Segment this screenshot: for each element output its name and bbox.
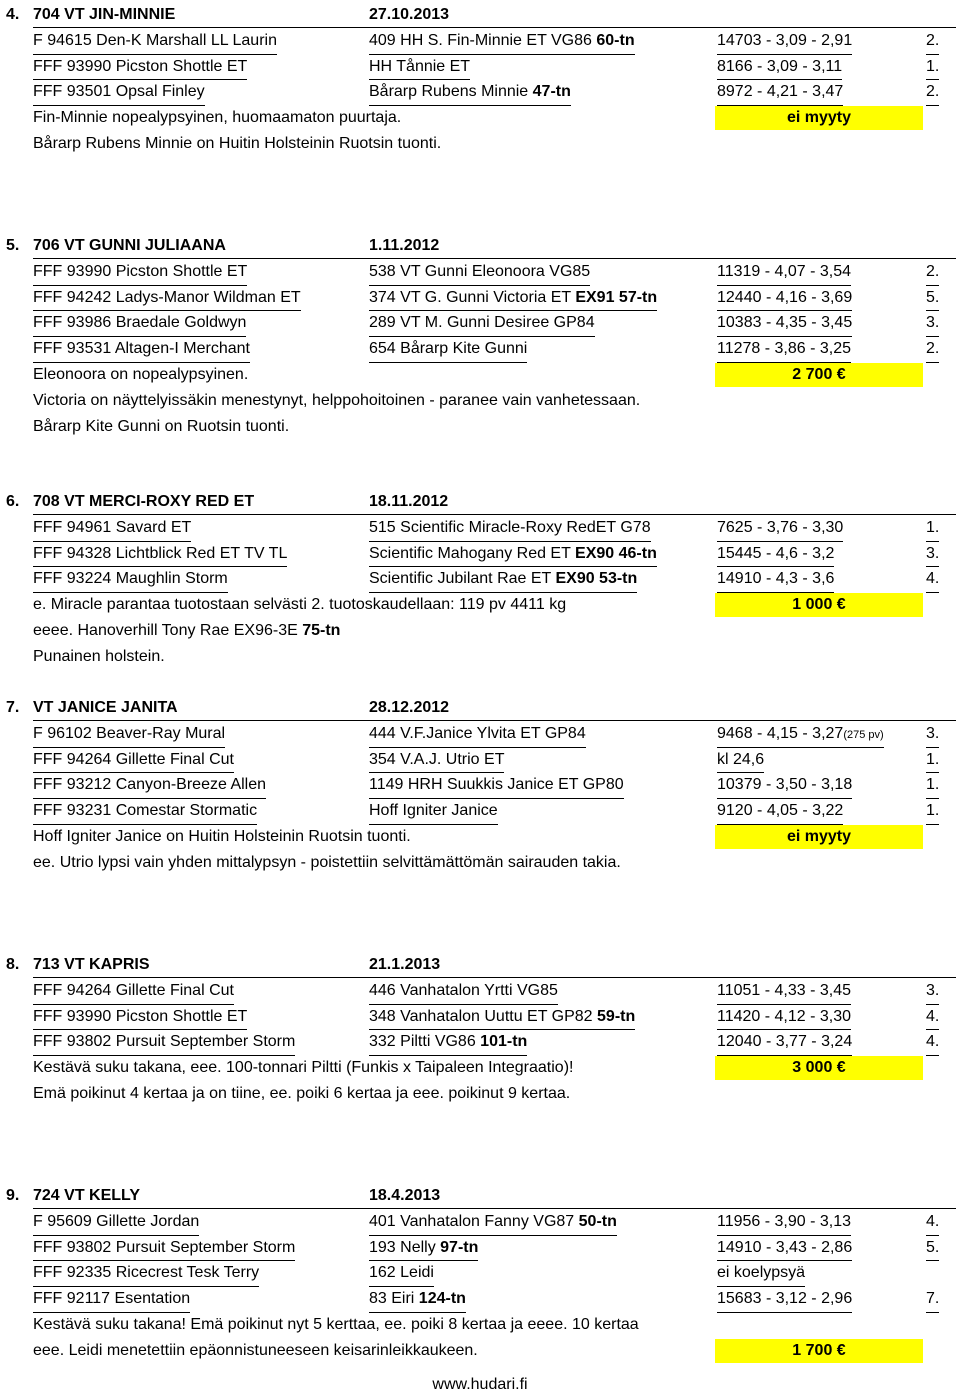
pedigree-row xyxy=(0,1286,960,1312)
production: 14703 - 3,09 - 2,91 xyxy=(717,28,852,55)
price-tag: 1 700 € xyxy=(715,1339,923,1363)
lactation: 3. xyxy=(926,541,939,568)
lot-5 xyxy=(0,233,960,439)
production: 11051 - 4,33 - 3,45 xyxy=(717,978,851,1005)
sire: FFF 93212 Canyon-Breeze Allen xyxy=(33,772,266,799)
lot-number: 9. xyxy=(6,1187,20,1204)
pedigree-row xyxy=(0,1209,960,1235)
lot-header xyxy=(0,2,960,28)
note: Emä poikinut 4 kertaa ja on tiine, ee. poiki 6 kertaa ja eee. poikinut 9 kertaa. xyxy=(33,1084,571,1102)
lot-9 xyxy=(0,1183,960,1364)
sire: FFF 92117 Esentation xyxy=(33,1286,190,1313)
note: Hoff Igniter Janice on Huitin Holsteinin Ruotsin tuonti. xyxy=(33,827,411,845)
lactation: 5. xyxy=(926,1235,939,1262)
production: 11319 - 4,07 - 3,54 xyxy=(717,259,851,286)
note: Bårarp Rubens Minnie on Huitin Holsteinin Ruotsin tuonti. xyxy=(33,134,442,152)
production: 7625 - 3,76 - 3,30 xyxy=(717,515,843,542)
production: 9468 - 4,15 - 3,27(275 pv) xyxy=(717,721,884,748)
lactation: 2. xyxy=(926,79,939,106)
lactation: 4. xyxy=(926,1209,939,1236)
production: 11956 - 3,90 - 3,13 xyxy=(717,1209,851,1236)
lactation: 4. xyxy=(926,566,939,593)
note: Victoria on näyttelyissäkin menestynyt, helppohoitoinen - paranee vain vanhetessaan. xyxy=(33,391,641,409)
pedigree-row xyxy=(0,1004,960,1030)
dam: 332 Piltti VG86 101-tn xyxy=(369,1029,527,1056)
lot-number: 8. xyxy=(6,956,20,973)
lot-name: 706 VT GUNNI JULIAANA xyxy=(33,237,226,254)
dam: 409 HH S. Fin-Minnie ET VG86 60-tn xyxy=(369,28,635,55)
lot-date: 18.4.2013 xyxy=(369,1187,441,1204)
dam: Hoff Igniter Janice xyxy=(369,798,498,825)
dam: 515 Scientific Miracle-Roxy RedET G78 xyxy=(369,515,651,542)
dam: 374 VT G. Gunni Victoria ET EX91 57-tn xyxy=(369,285,657,312)
sire: FFF 93986 Braedale Goldwyn xyxy=(33,310,246,337)
production: 12040 - 3,77 - 3,24 xyxy=(717,1029,852,1056)
price-tag: 1 000 € xyxy=(715,593,923,617)
sire: FFF 93990 Picston Shottle ET xyxy=(33,54,247,81)
pedigree-row xyxy=(0,79,960,105)
lot-number: 5. xyxy=(6,237,20,254)
dam: 83 Eiri 124-tn xyxy=(369,1286,466,1313)
lactation: 2. xyxy=(926,336,939,363)
note-row xyxy=(0,1055,960,1081)
sire: FFF 93224 Maughlin Storm xyxy=(33,566,228,593)
production: 11420 - 4,12 - 3,30 xyxy=(717,1004,851,1031)
lot-4 xyxy=(0,2,960,157)
dam: 348 Vanhatalon Uuttu ET GP82 59-tn xyxy=(369,1004,635,1031)
lot-date: 28.12.2012 xyxy=(369,699,450,716)
note-row xyxy=(0,644,960,670)
production: 12440 - 4,16 - 3,69 xyxy=(717,285,852,312)
dam: Scientific Jubilant Rae ET EX90 53-tn xyxy=(369,566,637,593)
production: 15683 - 3,12 - 2,96 xyxy=(717,1286,852,1313)
sire: F 96102 Beaver-Ray Mural xyxy=(33,721,225,748)
lactation: 3. xyxy=(926,310,939,337)
dam: 444 V.F.Janice Ylvita ET GP84 xyxy=(369,721,586,748)
note-row xyxy=(0,850,960,876)
lot-name: 713 VT KAPRIS xyxy=(33,956,150,973)
production: 10379 - 3,50 - 3,18 xyxy=(717,772,852,799)
sire: F 94615 Den-K Marshall LL Laurin xyxy=(33,28,277,55)
pedigree-row xyxy=(0,1029,960,1055)
sire: FFF 94264 Gillette Final Cut xyxy=(33,978,234,1005)
dam: Scientific Mahogany Red ET EX90 46-tn xyxy=(369,541,657,568)
note: eeee. Hanoverhill Tony Rae EX96-3E 75-tn xyxy=(33,621,341,639)
pedigree-row xyxy=(0,541,960,567)
note-row xyxy=(0,1312,960,1338)
lot-header xyxy=(0,695,960,721)
sire: FFF 93990 Picston Shottle ET xyxy=(33,259,247,286)
lot-name: 704 VT JIN-MINNIE xyxy=(33,6,176,23)
lot-date: 18.11.2012 xyxy=(369,493,449,510)
lot-8 xyxy=(0,952,960,1107)
pedigree-row xyxy=(0,515,960,541)
dam: 401 Vanhatalon Fanny VG87 50-tn xyxy=(369,1209,617,1236)
note: ee. Utrio lypsi vain yhden mittalypsyn - poistettiin selvittämättömän sairauden takia. xyxy=(33,853,621,871)
dam: Bårarp Rubens Minnie 47-tn xyxy=(369,79,571,106)
note-row xyxy=(0,592,960,618)
lactation: 1. xyxy=(926,54,939,81)
production: 8972 - 4,21 - 3,47 xyxy=(717,79,843,106)
lactation: 3. xyxy=(926,978,939,1005)
sire: FFF 93990 Picston Shottle ET xyxy=(33,1004,247,1031)
dam: 354 V.A.J. Utrio ET xyxy=(369,747,504,774)
lot-number: 4. xyxy=(6,6,20,23)
lactation: 7. xyxy=(926,1286,939,1313)
lot-header xyxy=(0,952,960,978)
pedigree-row xyxy=(0,1235,960,1261)
dam: 1149 HRH Suukkis Janice ET GP80 xyxy=(369,772,624,799)
lot-name: VT JANICE JANITA xyxy=(33,699,178,716)
lactation: 1. xyxy=(926,515,939,542)
dam: 193 Nelly 97-tn xyxy=(369,1235,478,1262)
price-tag: 2 700 € xyxy=(715,363,923,387)
lot-name: 708 VT MERCI-ROXY RED ET xyxy=(33,493,255,510)
lactation: 3. xyxy=(926,721,939,748)
sire: FFF 93501 Opsal Finley xyxy=(33,79,205,106)
production: 8166 - 3,09 - 3,11 xyxy=(717,54,842,81)
lactation: 2. xyxy=(926,28,939,55)
production: kl 24,6 xyxy=(717,747,764,774)
sire: FFF 92335 Ricecrest Tesk Terry xyxy=(33,1260,259,1287)
lot-header xyxy=(0,489,960,515)
pedigree-row xyxy=(0,978,960,1004)
pedigree-row xyxy=(0,566,960,592)
note: Punainen holstein. xyxy=(33,647,165,665)
production: 14910 - 3,43 - 2,86 xyxy=(717,1235,852,1262)
pedigree-row xyxy=(0,336,960,362)
pedigree-row xyxy=(0,1260,960,1286)
note-row xyxy=(0,414,960,440)
dam: 162 Leidi xyxy=(369,1260,434,1287)
lactation: 2. xyxy=(926,259,939,286)
note-row xyxy=(0,1081,960,1107)
sire: FFF 93531 Altagen-I Merchant xyxy=(33,336,250,363)
production: ei koelypsyä xyxy=(717,1260,805,1287)
lactation: 4. xyxy=(926,1029,939,1056)
pedigree-row xyxy=(0,310,960,336)
dam: 446 Vanhatalon Yrtti VG85 xyxy=(369,978,558,1005)
sire: FFF 94961 Savard ET xyxy=(33,515,191,542)
pedigree-row xyxy=(0,772,960,798)
sire: FFF 93231 Comestar Stormatic xyxy=(33,798,257,825)
pedigree-row xyxy=(0,285,960,311)
sire: FFF 94328 Lichtblick Red ET TV TL xyxy=(33,541,287,568)
note-row xyxy=(0,105,960,131)
note-row xyxy=(0,362,960,388)
note: e. Miracle parantaa tuotostaan selvästi 2. tuotoskaudellaan: 119 pv 4411 kg xyxy=(33,596,567,614)
production: 11278 - 3,86 - 3,25 xyxy=(717,336,851,363)
lot-date: 21.1.2013 xyxy=(369,956,441,973)
dam: 538 VT Gunni Eleonoora VG85 xyxy=(369,259,590,286)
note: Eleonoora on nopealypsyinen. xyxy=(33,365,249,383)
dam: HH Tånnie ET xyxy=(369,54,470,81)
production: 10383 - 4,35 - 3,45 xyxy=(717,310,852,337)
lot-name: 724 VT KELLY xyxy=(33,1187,141,1204)
production: 14910 - 4,3 - 3,6 xyxy=(717,566,834,593)
pedigree-row xyxy=(0,721,960,747)
pedigree-row xyxy=(0,259,960,285)
lactation: 5. xyxy=(926,285,939,312)
sire: FFF 94242 Ladys-Manor Wildman ET xyxy=(33,285,301,312)
lot-7 xyxy=(0,695,960,876)
pedigree-row xyxy=(0,28,960,54)
lot-6 xyxy=(0,489,960,670)
note: Bårarp Kite Gunni on Ruotsin tuonti. xyxy=(33,417,290,435)
note: Kestävä suku takana, eee. 100-tonnari Piltti (Funkis x Taipaleen Integraatio)! xyxy=(33,1059,574,1077)
note: Kestävä suku takana! Emä poikinut nyt 5 kerttaa, ee. poiki 8 kertaa ja eeee. 10 kertaa xyxy=(33,1315,639,1333)
lot-date: 1.11.2012 xyxy=(369,237,440,254)
sire: FFF 94264 Gillette Final Cut xyxy=(33,747,234,774)
dam: 289 VT M. Gunni Desiree GP84 xyxy=(369,310,595,337)
lot-number: 6. xyxy=(6,493,20,510)
pedigree-row xyxy=(0,747,960,773)
lot-header xyxy=(0,233,960,259)
note-row xyxy=(0,618,960,644)
sire: FFF 93802 Pursuit September Storm xyxy=(33,1029,295,1056)
lactation: 1. xyxy=(926,772,939,799)
pedigree-row xyxy=(0,54,960,80)
note-row xyxy=(0,131,960,157)
note: Fin-Minnie nopealypsyinen, huomaamaton puurtaja. xyxy=(33,109,402,127)
note-row xyxy=(0,1338,960,1364)
lot-date: 27.10.2013 xyxy=(369,6,450,23)
lactation: 1. xyxy=(926,747,939,774)
lot-header xyxy=(0,1183,960,1209)
price-tag: ei myyty xyxy=(715,106,923,130)
production: 15445 - 4,6 - 3,2 xyxy=(717,541,834,568)
lactation: 1. xyxy=(926,798,939,825)
production: 9120 - 4,05 - 3,22 xyxy=(717,798,843,825)
lactation: 4. xyxy=(926,1004,939,1031)
note-row xyxy=(0,824,960,850)
pedigree-row xyxy=(0,798,960,824)
price-tag: 3 000 € xyxy=(715,1056,923,1080)
footer-url: www.hudari.fi xyxy=(432,1376,528,1393)
price-tag: ei myyty xyxy=(715,825,923,849)
note-row xyxy=(0,388,960,414)
note: eee. Leidi menetettiin epäonnistuneeseen keisarinleikkaukeen. xyxy=(33,1341,478,1359)
sire: F 95609 Gillette Jordan xyxy=(33,1209,199,1236)
lot-number: 7. xyxy=(6,699,20,716)
sire: FFF 93802 Pursuit September Storm xyxy=(33,1235,295,1262)
dam: 654 Bårarp Kite Gunni xyxy=(369,336,527,363)
